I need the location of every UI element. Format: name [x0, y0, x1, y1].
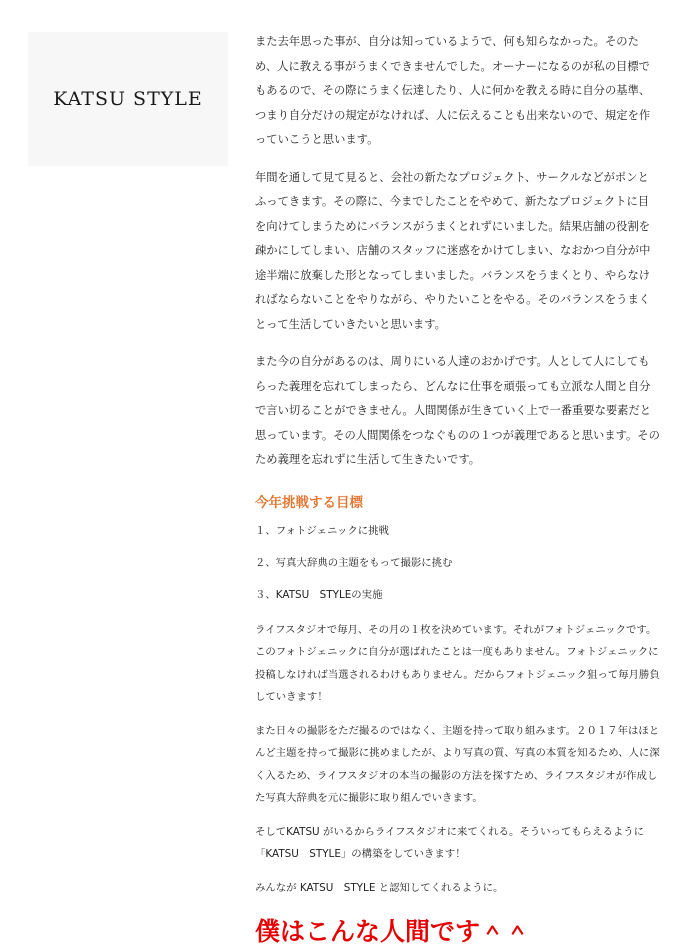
- goal-item-3: ３、KATSU STYLEの実施: [255, 588, 383, 601]
- goals-heading: 今年挑戦する目標: [255, 494, 363, 511]
- detail-paragraph-2: また日々の撮影をただ撮るのではなく、主題を持って取り組みます。２０１７年はほとんど主題を持って撮影に挑めましたが、より写真の質、写真の本質を知るため、人に深く入るため、ライフスタジオの本当の撮影の方法を探すため、ライフスタジオが作成した写真大辞典を元に撮影に取り組んでいきます。: [255, 724, 660, 804]
- goal-item-1: １、フォトジェニックに挑戦: [255, 524, 389, 537]
- intro-paragraph-2: 年間を通して見て見ると、会社の新たなプロジェクト、サークルなどがポンとふってきます。その際に、今までしたことをやめて、新たなプロジェクトに目を向けてしまうためにバランスがうまくとれずにいました。結果店舗の役割を疎かにしてしまい、店舗のスタッフに迷惑をかけてしまい、なおかつ自分が中途半端に放棄した形となってしまいました。バランスをうまくとり、やらなければならないことをやりながら、やりたいことをやる。そのバランスをうまくとって生活していきたいと思います。: [255, 170, 651, 331]
- goal-item-2: ２、写真大辞典の主題をもって撮影に挑む: [255, 556, 453, 569]
- intro-paragraph-1: また去年思った事が、自分は知っているようで、何も知らなかった。そのため、人に教える事がうまくできませんでした。オーナーになるのが私の目標でもあるので、その際にうまく伝達したり、人に何かを教える時に自分の基準、つまり自分だけの規定がなければ、人に伝えることも出来ないので、規定を作っていこうと思います。: [255, 35, 651, 146]
- detail-paragraph-3: そしてKATSU がいるからライフスタジオに来てくれる。そういってもらえるように「KATSU STYLE」の構築をしていきます！: [255, 825, 645, 860]
- closing-statement: 僕はこんな人間です＾＾: [255, 917, 531, 946]
- logo-box: [28, 32, 228, 166]
- logo-text: KATSU STYLE: [53, 88, 203, 110]
- intro-paragraph-3: また今の自分があるのは、周りにいる人達のおかげです。人として人にしてもらった義理を忘れてしまったら、どんなに仕事を頑張っても立派な人間と自分で言い切ることができません。人間関係が生きていく上で一番重要な要素だと思っています。その人間関係をつなぐものの１つが義理であると思います。そのため義理を忘れずに生活して生きたいです。: [255, 355, 660, 466]
- detail-paragraph-4: みんなが KATSU STYLE と認知してくれるように。: [255, 881, 504, 894]
- article-body: [255, 30, 660, 949]
- detail-paragraph-1: ライフスタジオで毎月、その月の１枚を決めています。それがフォトジェニックです。このフォトジェニックに自分が選ばれたことは一度もありません。フォトジェニックに投稿しなければ当選されるわけもありません。だからフォトジェニック狙って毎月勝負していきます！: [255, 623, 660, 703]
